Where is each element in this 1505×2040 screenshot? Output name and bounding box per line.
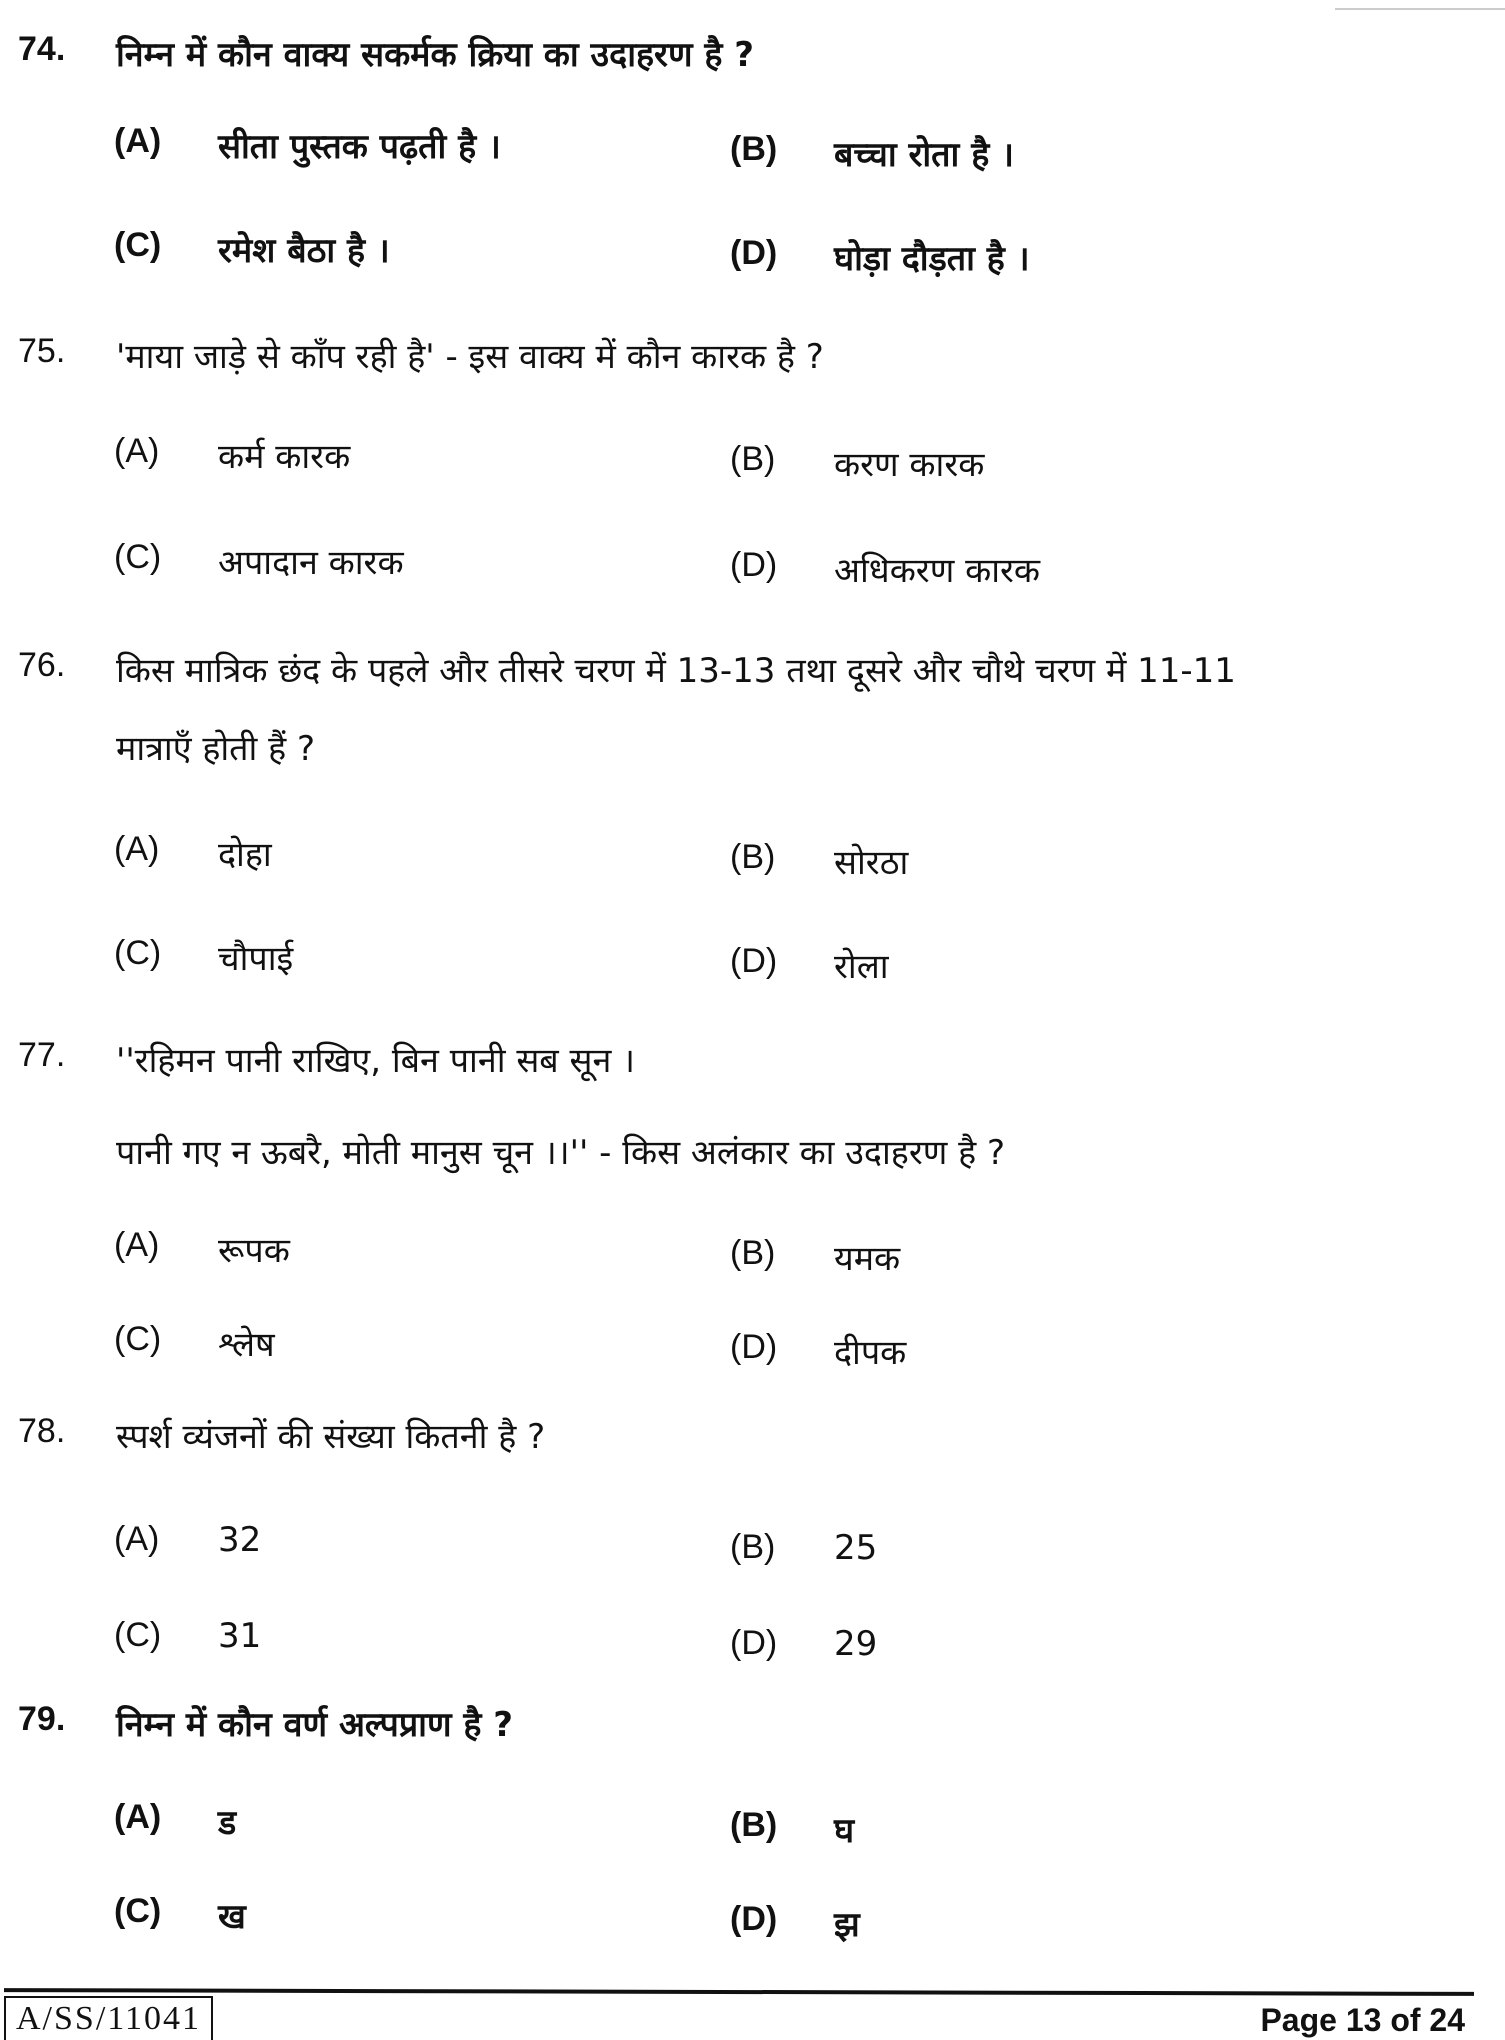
option-text: 31 (218, 1616, 262, 1656)
option-text: रमेश बैठा है । (218, 231, 390, 271)
question-text: ''रहिमन पानी राखिए, बिन पानी सब सून । (116, 1041, 636, 1081)
option-text: कर्म कारक (218, 437, 351, 477)
option-text: 32 (218, 1520, 262, 1560)
option-text: ख (218, 1897, 246, 1937)
option-label: (A) (114, 1226, 160, 1264)
option-text: चौपाई (218, 939, 294, 979)
option-text: झ (834, 1905, 860, 1945)
option-text: दोहा (218, 835, 272, 875)
question-number: 75. (18, 332, 66, 370)
question-text: स्पर्श व्यंजनों की संख्या कितनी है ? (116, 1417, 546, 1457)
option-label: (C) (114, 1616, 162, 1654)
option-label: (B) (730, 838, 776, 876)
option-label: (C) (114, 934, 162, 972)
option-label: (C) (114, 226, 162, 264)
option-label: (D) (730, 546, 778, 584)
option-text: बच्चा रोता है । (834, 135, 1014, 175)
option-label: (D) (730, 1624, 778, 1662)
option-text: रूपक (218, 1231, 290, 1271)
option-label: (B) (730, 1234, 776, 1272)
option-text: अधिकरण कारक (834, 551, 1041, 591)
option-label: (C) (114, 1892, 162, 1930)
question-number: 79. (18, 1700, 66, 1738)
option-text: ड (218, 1803, 237, 1843)
scan-edge (1335, 8, 1505, 10)
question-number: 76. (18, 646, 66, 684)
paper-code: A/SS/11041 (4, 1996, 213, 2040)
option-text: 29 (834, 1624, 878, 1664)
option-text: घ (834, 1811, 855, 1851)
option-label: (D) (730, 234, 778, 272)
question-text: किस मात्रिक छंद के पहले और तीसरे चरण में 13-13 तथा दूसरे और चौथे चरण में 11-11 (116, 651, 1236, 691)
option-label: (B) (730, 1806, 778, 1844)
question-text: निम्न में कौन वर्ण अल्पप्राण है ? (116, 1705, 514, 1745)
question-text: मात्राएँ होती हैं ? (116, 729, 316, 769)
option-label: (D) (730, 1328, 778, 1366)
question-text: निम्न में कौन वाक्य सकर्मक क्रिया का उदाहरण है ? (116, 35, 754, 75)
option-label: (D) (730, 942, 778, 980)
footer-rule (4, 1988, 1474, 1996)
option-label: (C) (114, 1320, 162, 1358)
option-label: (A) (114, 1798, 162, 1836)
option-text: अपादान कारक (218, 543, 404, 583)
option-text: श्लेष (218, 1325, 275, 1365)
option-label: (D) (730, 1900, 778, 1938)
option-text: घोड़ा दौड़ता है । (834, 239, 1030, 279)
question-number: 78. (18, 1412, 66, 1450)
option-label: (B) (730, 1528, 776, 1566)
question-text: 'माया जाड़े से काँप रही है' - इस वाक्य में कौन कारक है ? (116, 337, 824, 377)
option-label: (B) (730, 130, 778, 168)
option-text: 25 (834, 1528, 878, 1568)
option-text: सोरठा (834, 843, 909, 883)
option-label: (A) (114, 1520, 160, 1558)
option-label: (B) (730, 440, 776, 478)
option-label: (A) (114, 122, 162, 160)
option-label: (C) (114, 538, 162, 576)
option-label: (A) (114, 432, 160, 470)
option-text: दीपक (834, 1333, 907, 1373)
question-number: 74. (18, 30, 66, 68)
question-text: पानी गए न ऊबरै, मोती मानुस चून ।।'' - किस अलंकार का उदाहरण है ? (116, 1133, 1006, 1173)
page-number: Page 13 of 24 (1260, 2002, 1465, 2038)
option-text: यमक (834, 1239, 901, 1279)
option-text: करण कारक (834, 445, 985, 485)
option-label: (A) (114, 830, 160, 868)
option-text: सीता पुस्तक पढ़ती है । (218, 127, 501, 167)
option-text: रोला (834, 947, 889, 987)
question-number: 77. (18, 1036, 66, 1074)
